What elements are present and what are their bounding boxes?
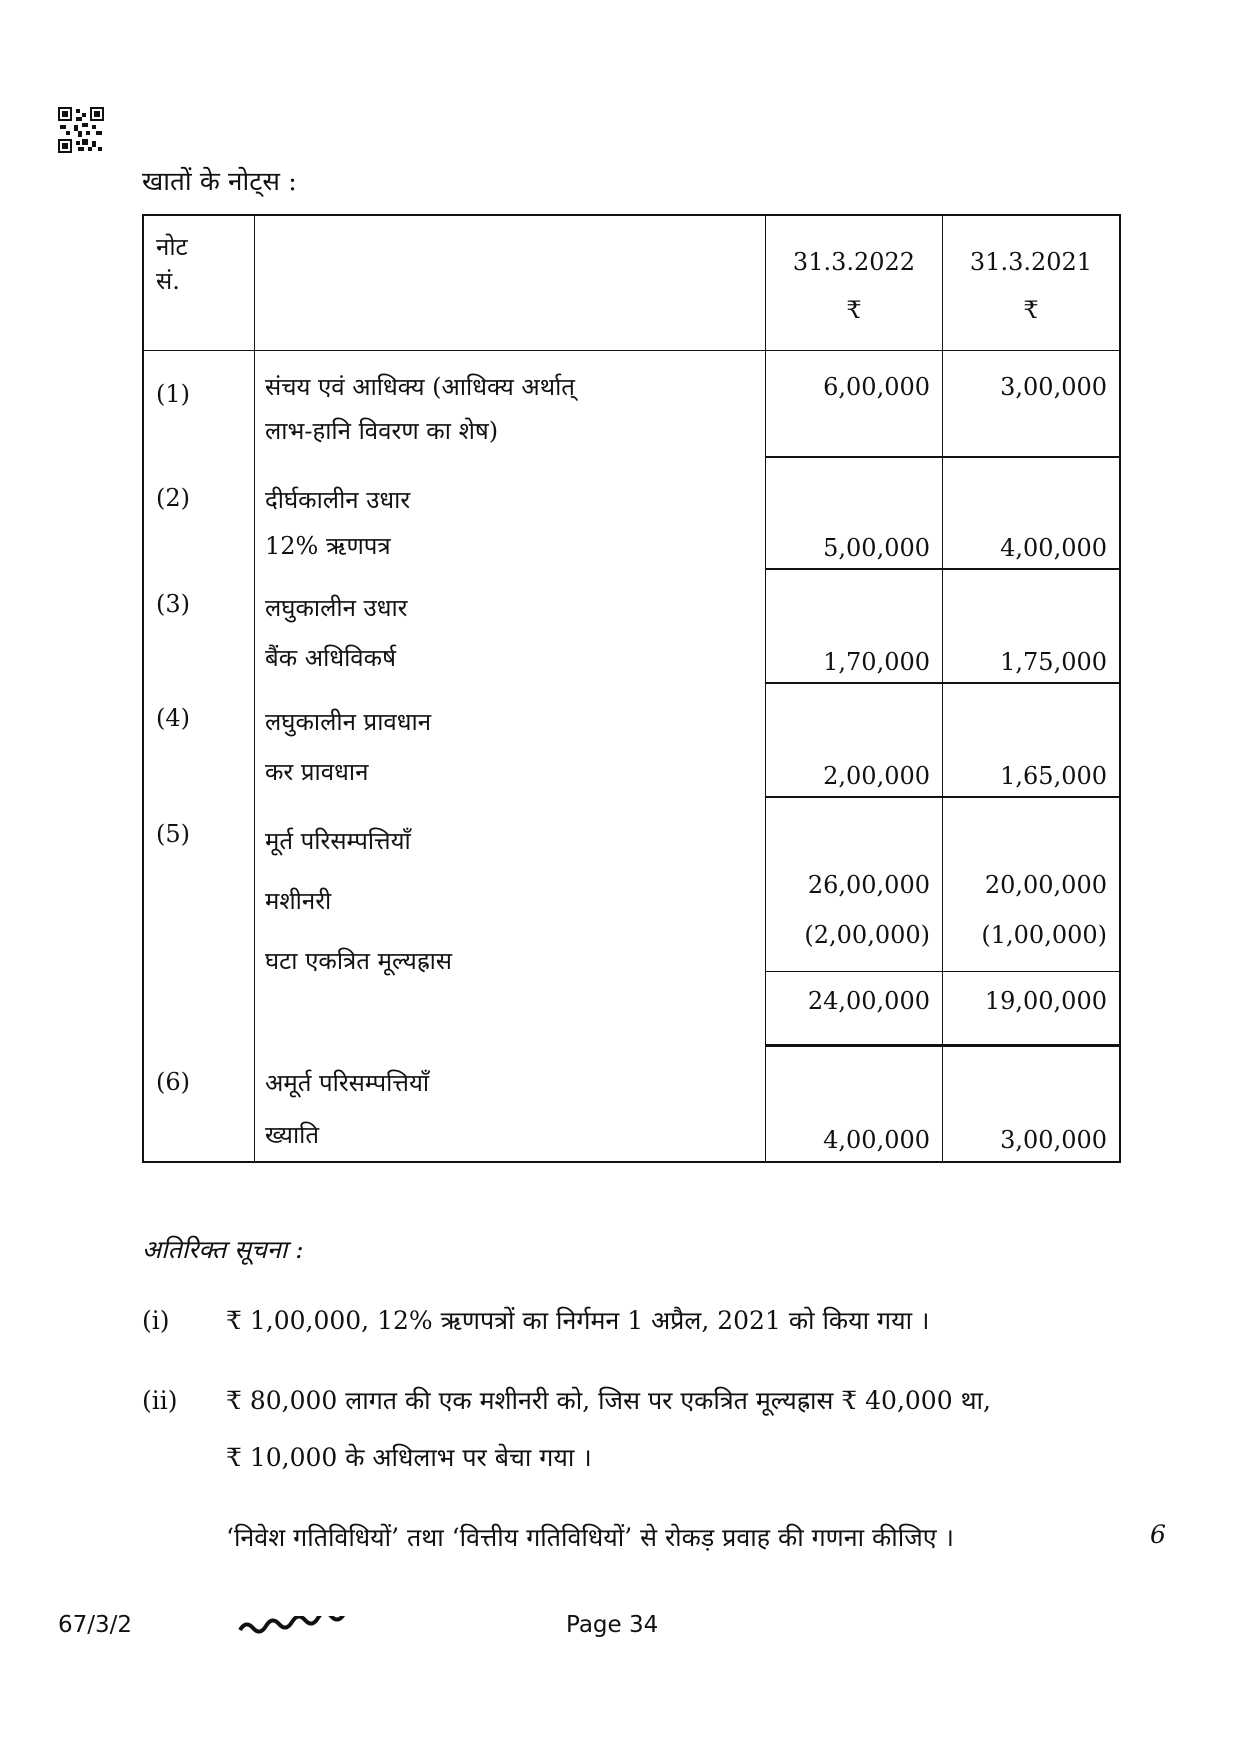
tilde-ornament-icon [238,1616,348,1640]
currency-symbol: ₹ [1023,296,1039,324]
info-item [142,1372,1136,1486]
amount-line: (1,00,000) [981,921,1107,949]
table-row [143,683,1120,797]
particulars-line: मूर्त परिसम्पत्तियाँ [265,827,411,855]
amount-2022-detail [766,798,942,972]
amount-total: 19,00,000 [984,987,1107,1015]
amount-line: 20,00,000 [984,871,1107,899]
table-row [143,569,1120,683]
table-row [143,797,1120,1045]
header-particulars [255,215,766,351]
particulars-line: लघुकालीन प्रावधान [265,708,432,736]
info-line: ₹ 80,000 लागत की एक मशीनरी को, जिस पर एकत्रित मूल्यह्रास ₹ 40,000 था, [226,1386,991,1415]
note-number: (4) [143,683,255,797]
amount-line: (2,00,000) [804,921,930,949]
particulars [255,569,766,683]
amount-2022: 2,00,000 [766,683,943,797]
note-number: (3) [143,569,255,683]
particulars-line: कर प्रावधान [265,758,369,786]
info-item-label: (i) [142,1306,170,1335]
info-line: ₹ 1,00,000, 12% ऋणपत्रों का निर्गमन 1 अप्रैल, 2021 को किया गया । [226,1306,930,1335]
note-number: (1) [143,351,255,458]
info-line: ₹ 10,000 के अधिलाभ पर बेचा गया । [226,1443,592,1472]
paper-code: 67/3/2 [58,1612,133,1638]
amount-2021-detail [943,798,1119,972]
particulars-line: 12% ऋणपत्र [265,532,391,560]
qr-code-icon [58,107,104,153]
marks: 6 [1150,1520,1166,1549]
table-row [143,351,1120,458]
particulars [255,1045,766,1162]
amount-2021: 3,00,000 [943,351,1121,458]
amount-2022: 4,00,000 [766,1045,943,1162]
additional-info-title: अतिरिक्त सूचना : [142,1235,304,1264]
particulars [255,351,766,458]
table-header-row [143,215,1120,351]
particulars [255,457,766,569]
header-year-2021 [943,215,1121,351]
amount-line: 26,00,000 [807,871,930,899]
particulars-line: मशीनरी [265,887,332,915]
amount-total: 24,00,000 [807,987,930,1015]
amount-2022: 1,70,000 [766,569,943,683]
header-note-no: नोट सं. [143,215,255,351]
amount-2022: 6,00,000 [766,351,943,458]
year-2021-label: 31.3.2021 [969,248,1093,276]
header-year-2022 [766,215,943,351]
amount-2021: 1,75,000 [943,569,1121,683]
particulars-line: अमूर्त परिसम्पत्तियाँ [265,1069,430,1097]
info-item-text [226,1372,1136,1486]
particulars-line: घटा एकत्रित मूल्यह्रास [265,947,453,975]
amount-2022 [766,797,943,1045]
year-2022-label: 31.3.2022 [792,248,916,276]
amount-2022: 5,00,000 [766,457,943,569]
particulars-line: संचय एवं आधिक्य (आधिक्य अर्थात् [265,373,575,401]
page-number: Page 34 [566,1612,659,1638]
question-text: ‘निवेश गतिविधियों’ तथा ‘वित्तीय गतिविधियों’ से रोकड़ प्रवाह की गणना कीजिए । [226,1523,955,1552]
particulars [255,683,766,797]
info-item-text [226,1292,1136,1349]
amount-2021: 4,00,000 [943,457,1121,569]
amount-2021 [943,797,1121,1045]
notes-table [142,214,1121,1163]
amount-2021: 3,00,000 [943,1045,1121,1162]
info-item-label: (ii) [142,1386,178,1415]
particulars [255,797,766,1045]
particulars-line: बैंक अधिविकर्ष [265,644,396,672]
particulars-line: ख्याति [265,1121,320,1149]
amount-2021: 1,65,000 [943,683,1121,797]
note-number: (2) [143,457,255,569]
info-item [142,1292,1136,1349]
currency-symbol: ₹ [846,296,862,324]
note-number: (6) [143,1045,255,1162]
particulars-line: लाभ-हानि विवरण का शेष) [265,417,499,445]
note-number: (5) [143,797,255,1045]
table-row [143,457,1120,569]
particulars-line: लघुकालीन उधार [265,594,408,622]
page-heading: खातों के नोट्स : [142,167,297,197]
table-row [143,1045,1120,1162]
particulars-line: दीर्घकालीन उधार [265,486,411,514]
